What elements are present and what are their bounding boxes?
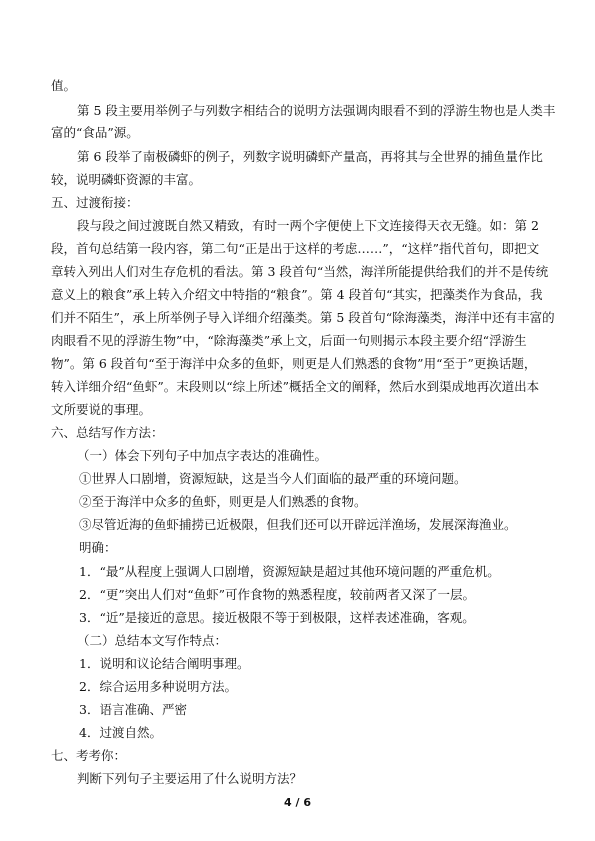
list-item: 1．“最”从程度上强调人口剧增，资源短缺是超过其他环境问题的严重危机。	[79, 564, 500, 579]
text-line: 较，说明磷虾资源的丰富。	[51, 172, 202, 187]
list-item: 1．说明和议论结合阐明事理。	[79, 656, 250, 671]
text-line: 意义上的粮食”承上转入介绍文中特指的“粮食”。第 4 段首句“其实，把藻类作为食品，我	[51, 287, 543, 302]
text-line: 章转入列出人们对生存危机的看法。第 3 段首句“当然，海洋所能提供给我们的并不是传统	[51, 264, 549, 279]
list-item: 2．综合运用多种说明方法。	[79, 679, 237, 694]
subsection-heading: （一）体会下列句子中加点字表达的准确性。	[77, 448, 328, 463]
text-line: 第 6 段举了南极磷虾的例子，列数字说明磷虾产量高，再将其与全世界的捕鱼量作比	[77, 149, 543, 164]
text-line: 段，首句总结第一段内容，第二句“正是出于这样的考虑……”，“这样”指代首句，即把文	[51, 241, 540, 256]
text-line: 转入详细介绍“鱼虾”。末段则以“综上所述”概括全文的阐释，然后水到渠成地再次道出本	[51, 379, 540, 394]
text-line: 段与段之间过渡既自然又精致，有时一两个字便使上下文连接得天衣无缝。如：第 2	[77, 218, 539, 233]
text-line: 肉眼看不见的浮游生物”中，“除海藻类”承上文，后面一句则揭示本段主要介绍“浮游生	[51, 333, 527, 348]
text-line: 第 5 段主要用举例子与列数字相结合的说明方法强调肉眼看不到的浮游生物也是人类丰	[77, 103, 556, 118]
section-heading: 七、考考你：	[51, 748, 127, 763]
section-heading: 六、总结写作方法：	[51, 425, 164, 440]
list-item: 4．过渡自然。	[79, 725, 162, 740]
list-item: 3．语言准确、严密	[79, 702, 187, 717]
text-line: 判断下列句子主要运用了什么说明方法？	[77, 771, 303, 786]
text-line: ③尽管近海的鱼虾捕捞已近极限，但我们还可以开辟远洋渔场，发展深海渔业。	[79, 517, 517, 532]
list-item: 3．“近”是接近的意思。接近极限不等于到极限，这样表述准确，客观。	[79, 610, 475, 625]
text-line: 值。	[51, 78, 77, 93]
list-item: 2．“更”突出人们对“鱼虾”可作食物的熟悉程度，较前两者又深了一层。	[79, 587, 476, 602]
text-line: ②至于海洋中众多的鱼虾，则更是人们熟悉的食物。	[79, 494, 367, 509]
text-line: 富的“食品”源。	[51, 125, 139, 140]
page-number: 4 / 6	[284, 796, 311, 809]
text-line: 们并不陌生”，承上所举例子导入详细介绍藻类。第 5 段首句“除海藻类，海洋中还有丰富的	[51, 310, 555, 325]
text-line: 文所要说的事理。	[51, 402, 152, 417]
text-line: ①世界人口剧增，资源短缺，这是当今人们面临的最严重的环境问题。	[79, 471, 467, 486]
subsection-heading: （二）总结本文写作特点：	[77, 633, 228, 648]
section-heading: 五、过渡衔接：	[51, 195, 139, 210]
text-line: 明确：	[79, 540, 117, 555]
text-line: 物”。第 6 段首句“至于海洋中众多的鱼虾，则更是人们熟悉的食物”用“至于”更换话题，	[51, 356, 537, 371]
